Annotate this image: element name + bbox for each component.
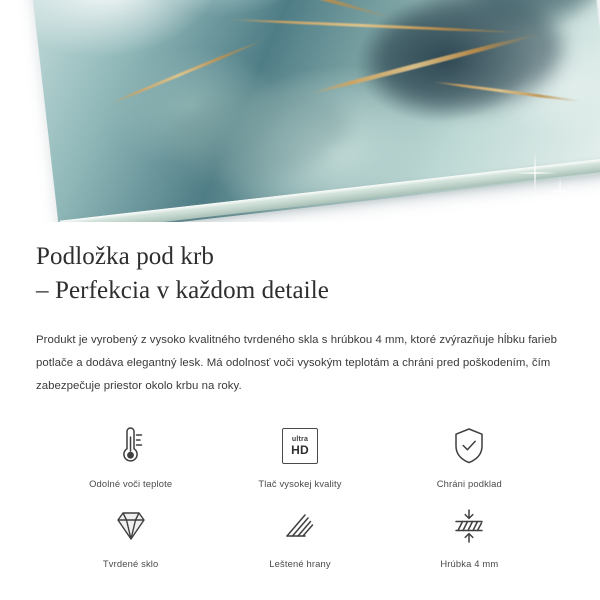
feature-label: Odolné voči teplote <box>89 478 173 490</box>
hero-image <box>0 0 600 222</box>
artwork-blob <box>165 78 354 188</box>
feature-label: Hrúbka 4 mm <box>440 558 499 570</box>
thermometer-icon <box>114 423 148 469</box>
sparkle-icon <box>527 190 545 208</box>
headline-line-1: Podložka pod krb <box>36 243 214 270</box>
ultra-hd-badge-top: ultra <box>291 436 309 444</box>
ultra-hd-badge-bottom: HD <box>291 442 309 457</box>
hero-image-inner <box>0 0 600 222</box>
content-section <box>0 222 600 569</box>
thickness-arrows-icon <box>448 503 490 549</box>
feature-label: Tlač vysokej kvality <box>258 478 342 490</box>
feature-label: Chráni podklad <box>436 478 502 490</box>
shield-check-icon <box>451 423 487 469</box>
sparkle-icon <box>545 176 575 206</box>
polished-edges-icon <box>279 503 321 549</box>
feature-item <box>385 503 554 569</box>
feature-item <box>385 423 554 489</box>
ultra-hd-icon <box>282 423 318 469</box>
glass-panel-artwork <box>26 0 600 222</box>
feature-label: Leštené hrany <box>269 558 331 570</box>
feature-item <box>215 423 384 489</box>
feature-item <box>46 423 215 489</box>
feature-item <box>46 503 215 569</box>
page-title <box>36 222 564 307</box>
headline-line-2: – Perfekcia v každom detaile <box>36 276 329 304</box>
diamond-icon <box>110 503 152 549</box>
feature-label: Tvrdené sklo <box>102 558 159 570</box>
description-paragraph: Produkt je vyrobený z vysoko kvalitného tvrdeného skla s hrúbkou 4 mm, ktoré zvýrazňuje hĺbku farieb potlače a dodáva elegantný lesk. Má odolnosť voči vysokým teplotám a chráni pred poškodením, čím zabezpečuje priestor okolo krbu na roky. <box>36 334 557 392</box>
feature-grid <box>36 423 564 569</box>
gold-vein <box>155 0 397 21</box>
feature-item <box>215 503 384 569</box>
